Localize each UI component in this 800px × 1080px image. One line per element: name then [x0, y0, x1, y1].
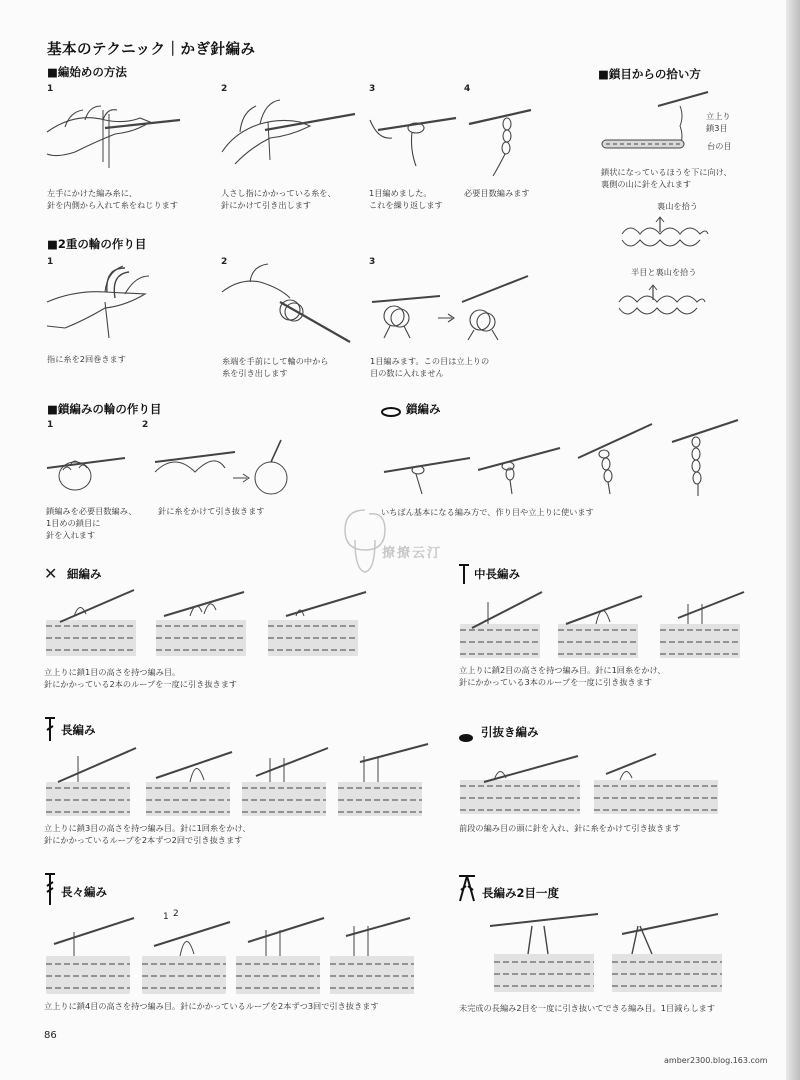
section-heading-chain: 鎖編み — [406, 402, 441, 416]
step-number: 1 — [47, 257, 54, 267]
slip-stitch-symbol-icon — [458, 728, 474, 747]
decrease-symbol-icon — [457, 874, 477, 906]
treble-crochet-symbol-icon — [44, 872, 56, 910]
chain-pickup-diagram — [600, 86, 710, 166]
section-heading-dc2tog: 長編み2目一度 — [482, 886, 560, 900]
watermark-text: 撩撩云汀 — [382, 546, 443, 561]
section-heading-start: ■編始めの方法 — [47, 65, 127, 79]
section-heading-hdc: 中長編み — [474, 567, 520, 581]
footer-source: amber2300.blog.163.com — [664, 1056, 768, 1065]
label-back-bump: 裏山を拾う — [657, 201, 698, 211]
section-heading-slip: 引抜き編み — [481, 725, 539, 739]
step-caption: 1目編みます。この目は立上りの 目の数に入れません — [370, 356, 490, 378]
sc-caption: 立上りに鎖1目の高さを持つ編み目。 針にかかっている2本のループを一度に引き抜きます — [44, 667, 238, 689]
ring-illustration — [370, 272, 530, 342]
step-caption: 鎖編みを必要目数編み、 1目めの鎖目に 針を入れます — [46, 506, 137, 540]
section-heading-sc: 細編み — [67, 567, 102, 581]
hand-illustration — [220, 262, 370, 347]
step-number: 2 — [221, 257, 228, 267]
slip-stitch-diagram — [458, 750, 738, 820]
step-number: 4 — [464, 84, 471, 94]
hand-illustration — [45, 262, 195, 342]
step-number: 1 — [47, 84, 54, 94]
half-double-crochet-diagram — [458, 588, 748, 664]
half-double-crochet-symbol-icon — [458, 563, 470, 589]
single-crochet-symbol-icon: ✕ — [44, 564, 58, 583]
back-bump-diagram — [620, 214, 710, 254]
step-caption: 糸端を手前にして輪の中から 糸を引き出します — [222, 356, 329, 378]
section-heading-tr: 長々編み — [61, 885, 107, 899]
decrease-diagram — [488, 912, 728, 994]
slip-caption: 前段の編み目の頭に針を入れ、針に糸をかけて引き抜きます — [459, 823, 681, 833]
hdc-caption: 立上りに鎖2目の高さを持つ編み目。針に1回糸をかけ、 針にかかっている3本のループを一度に引き抜きます — [459, 665, 666, 687]
step-caption: 必要目数編みます — [464, 188, 530, 198]
loop-label: 1 — [163, 912, 169, 922]
step-caption: 1目編めました。 これを繰り返します — [369, 188, 443, 210]
step-number: 3 — [369, 257, 376, 267]
chain-ring-diagram — [45, 432, 295, 502]
section-heading-dc: 長編み — [61, 723, 96, 737]
single-crochet-diagram — [44, 586, 380, 662]
treble-crochet-diagram — [44, 916, 424, 998]
step-number: 1 — [47, 420, 54, 430]
page-edge — [786, 0, 800, 1080]
section-heading-chain-ring: ■鎖編みの輪の作り目 — [47, 402, 162, 416]
section-heading-pickup: ■鎖目からの拾い方 — [598, 67, 701, 81]
half-bump-diagram — [617, 282, 707, 322]
chain-stitch-diagram — [382, 418, 742, 498]
chain-illustration — [463, 100, 533, 180]
hand-illustration — [45, 92, 185, 177]
loop-label: 2 — [173, 909, 179, 919]
step-caption: 人さし指にかかっている糸を、 針にかけて引き出します — [221, 188, 336, 210]
step-caption: 左手にかけた編み糸に、 針を内側から入れて糸をねじります — [47, 188, 179, 210]
label-base-stitch: 台の目 — [707, 141, 732, 151]
chain-caption: いちばん基本になる編み方で、作り目や立上りに使います — [381, 507, 594, 517]
double-crochet-diagram — [44, 742, 434, 822]
hook-illustration — [368, 100, 458, 170]
label-turning-chain: 立上り 鎖3目 — [706, 111, 731, 133]
tr-caption: 立上りに鎖4目の高さを持つ編み目。針にかかっているループを2本ずつ3回で引き抜きます — [44, 1001, 379, 1011]
step-number: 3 — [369, 84, 376, 94]
step-caption: 指に糸を2回巻きます — [47, 354, 126, 364]
page-title: 基本のテクニック｜かぎ針編み — [47, 42, 256, 58]
dc-caption: 立上りに鎖3目の高さを持つ編み目。針に1回糸をかけ、 針にかかっているループを2本ずつ2回で引き抜きます — [44, 823, 251, 845]
pickup-caption: 鎖状になっているほうを下に向け、 裏側の山に針を入れます — [601, 167, 732, 189]
section-heading-double-ring: ■2重の輪の作り目 — [47, 237, 147, 251]
dc2tog-caption: 未完成の長編み2目を一度に引き抜いてできる編み目。1目減らします — [459, 1003, 716, 1013]
hand-illustration — [220, 92, 360, 177]
step-number: 2 — [221, 84, 228, 94]
step-caption: 針に糸をかけて引き抜きます — [158, 506, 265, 516]
label-half-bump: 半目と裏山を拾う — [631, 267, 697, 277]
page-number: 86 — [44, 1030, 57, 1041]
step-number: 2 — [142, 420, 149, 430]
